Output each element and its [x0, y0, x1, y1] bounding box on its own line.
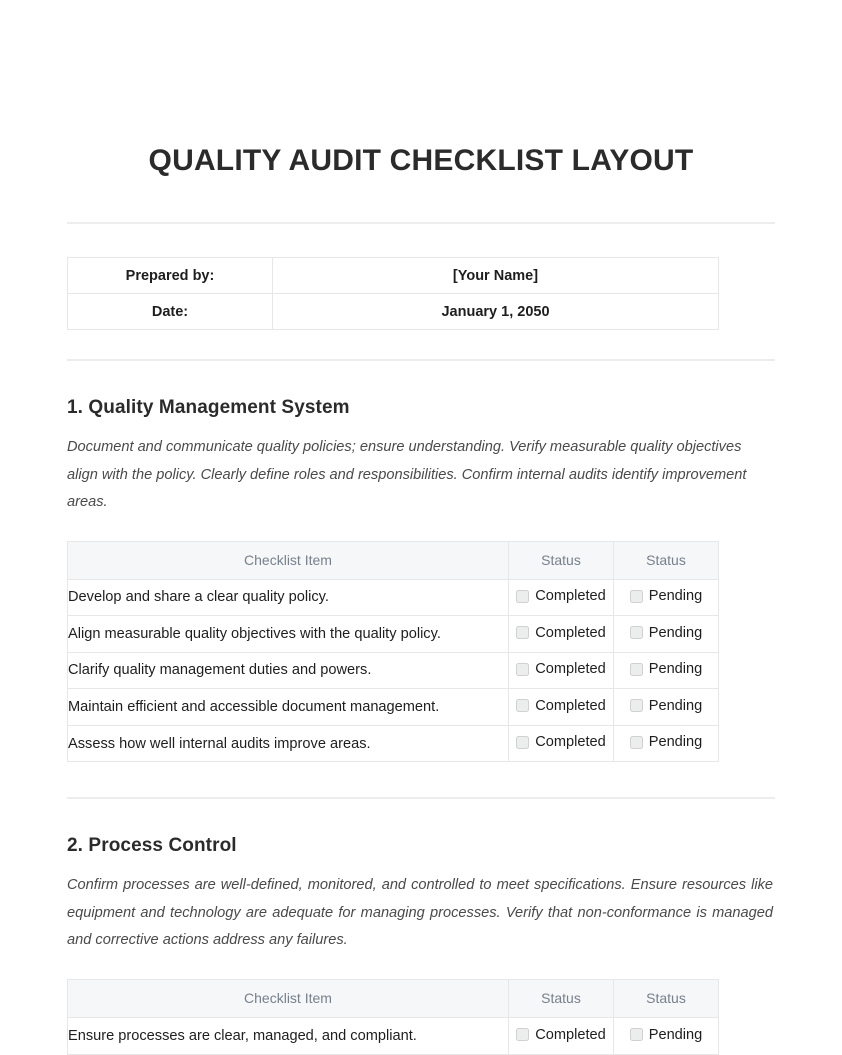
checkbox-pending-icon[interactable] — [630, 1028, 643, 1041]
prepared-by-value[interactable]: [Your Name] — [273, 258, 719, 294]
checkbox-pending-icon[interactable] — [630, 663, 643, 676]
status-pending-option[interactable] — [630, 588, 703, 604]
table-header-row — [68, 541, 719, 579]
status-cell-pending[interactable] — [614, 1017, 719, 1054]
checkbox-pending-icon[interactable] — [630, 590, 643, 603]
checklist-item-label: Ensure processes are clear, managed, and compliant. — [68, 1017, 509, 1054]
divider-below-info — [67, 359, 775, 361]
column-header-status-completed: Status — [509, 541, 614, 579]
table-row — [68, 616, 719, 653]
status-cell-completed[interactable] — [509, 725, 614, 762]
table-row — [68, 294, 719, 330]
status-cell-pending[interactable] — [614, 689, 719, 726]
status-cell-pending[interactable] — [614, 616, 719, 653]
checkbox-completed-icon[interactable] — [516, 699, 529, 712]
status-cell-pending[interactable] — [614, 579, 719, 616]
divider-between-sections — [67, 797, 775, 799]
status-completed-option[interactable] — [516, 588, 606, 604]
prepared-by-label: Prepared by: — [68, 258, 273, 294]
status-completed-label: Completed — [535, 588, 606, 605]
status-completed-label: Completed — [535, 1026, 606, 1043]
status-completed-option[interactable] — [516, 698, 606, 714]
checkbox-completed-icon[interactable] — [516, 736, 529, 749]
divider-top — [67, 222, 775, 224]
column-header-item: Checklist Item — [68, 979, 509, 1017]
status-completed-label: Completed — [535, 624, 606, 641]
status-pending-option[interactable] — [630, 1027, 703, 1043]
section-description-1: Document and communicate quality policies; ensure understanding. Verify measurable quality objectives align with the policy. Clearly define roles and responsibilities. Confirm internal audits identify improvement areas. — [67, 439, 747, 510]
checkbox-completed-icon[interactable] — [516, 663, 529, 676]
date-label: Date: — [68, 294, 273, 330]
checklist-item-label: Develop and share a clear quality policy. — [68, 579, 509, 616]
section-heading-2: 2. Process Control — [67, 835, 237, 857]
section-description-2: Confirm processes are well-defined, monitored, and controlled to meet specifications. Ensure resources like equipment and technology are adequate for managing processes. Verify that non-conformance is managed and corrective actions address any failures. — [67, 877, 773, 949]
table-row — [68, 725, 719, 762]
column-header-status-pending: Status — [614, 979, 719, 1017]
checklist-item-label: Assess how well internal audits improve areas. — [68, 725, 509, 762]
checkbox-completed-icon[interactable] — [516, 1028, 529, 1041]
status-completed-option[interactable] — [516, 661, 606, 677]
checkbox-completed-icon[interactable] — [516, 626, 529, 639]
status-cell-completed[interactable] — [509, 689, 614, 726]
status-pending-label: Pending — [648, 734, 703, 751]
checkbox-completed-icon[interactable] — [516, 590, 529, 603]
table-row — [68, 258, 719, 294]
status-completed-label: Completed — [535, 734, 606, 751]
checkbox-pending-icon[interactable] — [630, 699, 643, 712]
checklist-item-label: Maintain efficient and accessible document management. — [68, 689, 509, 726]
status-cell-completed[interactable] — [509, 1017, 614, 1054]
status-cell-completed[interactable] — [509, 579, 614, 616]
column-header-status-completed: Status — [509, 979, 614, 1017]
status-pending-label: Pending — [648, 697, 703, 714]
table-row — [68, 652, 719, 689]
status-pending-option[interactable] — [630, 734, 703, 750]
status-pending-option[interactable] — [630, 661, 703, 677]
status-pending-label: Pending — [648, 624, 703, 641]
section-heading-1: 1. Quality Management System — [67, 397, 350, 418]
checklist-body-2 — [68, 1017, 719, 1054]
checklist-item-label: Align measurable quality objectives with the quality policy. — [68, 616, 509, 653]
status-cell-completed[interactable] — [509, 652, 614, 689]
status-completed-option[interactable] — [516, 734, 606, 750]
status-cell-completed[interactable] — [509, 616, 614, 653]
status-pending-option[interactable] — [630, 698, 703, 714]
checkbox-pending-icon[interactable] — [630, 626, 643, 639]
table-row — [68, 579, 719, 616]
checklist-body-1 — [68, 579, 719, 762]
status-pending-option[interactable] — [630, 625, 703, 641]
table-row — [68, 689, 719, 726]
checkbox-pending-icon[interactable] — [630, 736, 643, 749]
prepared-info-table — [67, 257, 719, 330]
status-completed-label: Completed — [535, 661, 606, 678]
date-value[interactable]: January 1, 2050 — [273, 294, 719, 330]
document-content — [67, 0, 775, 1055]
status-pending-label: Pending — [648, 588, 703, 605]
checklist-table-2 — [67, 979, 719, 1055]
checklist-item-label: Clarify quality management duties and powers. — [68, 652, 509, 689]
column-header-item: Checklist Item — [68, 541, 509, 579]
page-title: QUALITY AUDIT CHECKLIST LAYOUT — [148, 144, 694, 177]
status-pending-label: Pending — [648, 1026, 703, 1043]
checklist-table-1 — [67, 541, 719, 763]
column-header-status-pending: Status — [614, 541, 719, 579]
status-completed-option[interactable] — [516, 625, 606, 641]
table-header-row — [68, 979, 719, 1017]
table-row — [68, 1017, 719, 1054]
status-cell-pending[interactable] — [614, 725, 719, 762]
status-cell-pending[interactable] — [614, 652, 719, 689]
status-pending-label: Pending — [648, 661, 703, 678]
status-completed-option[interactable] — [516, 1027, 606, 1043]
status-completed-label: Completed — [535, 697, 606, 714]
